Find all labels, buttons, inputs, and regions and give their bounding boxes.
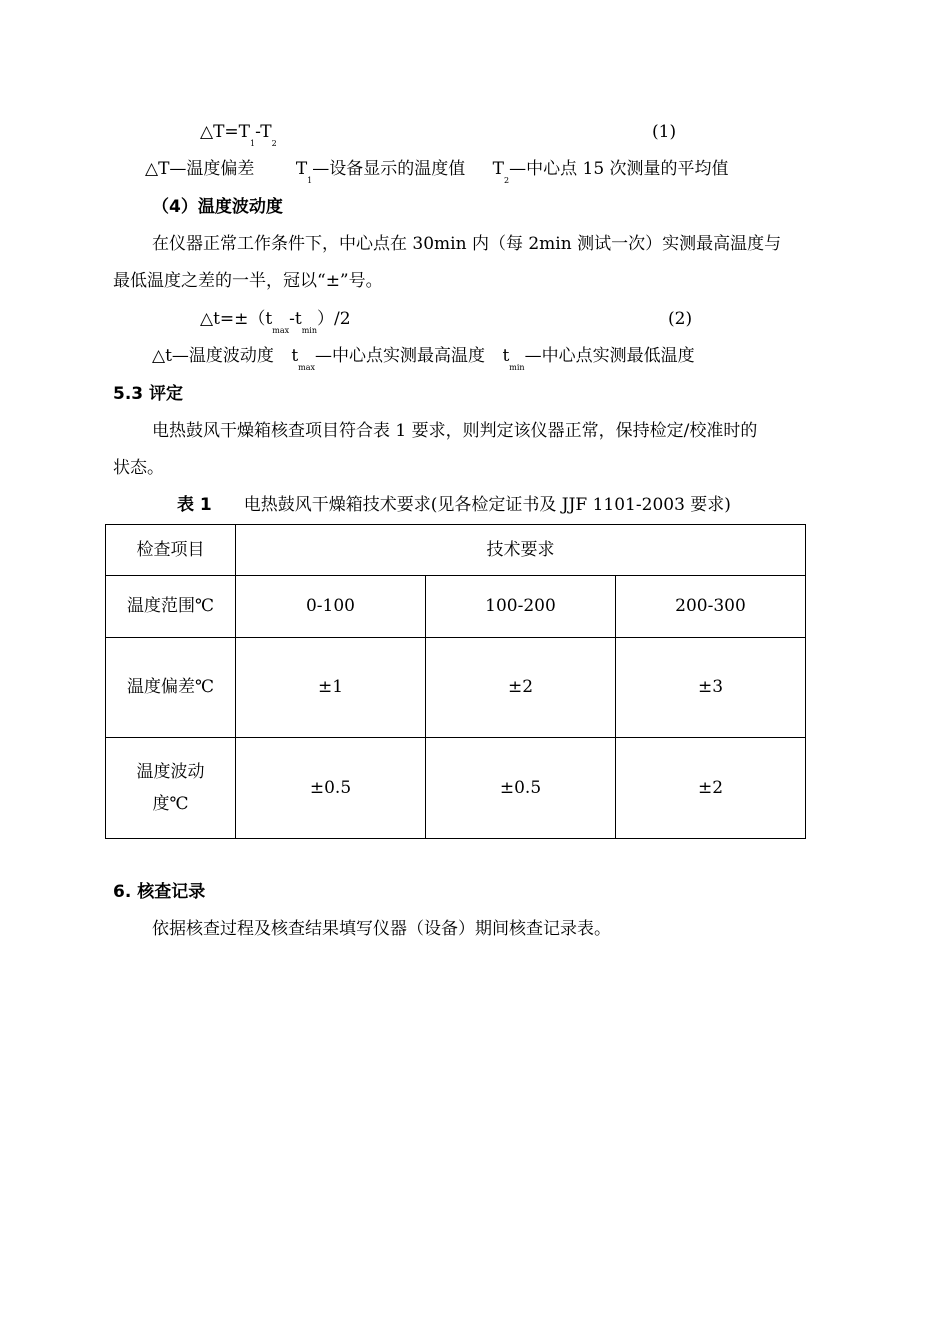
formula-1-number: (1) [652,122,677,142]
row-label: 温度范围℃ [106,576,236,638]
table-cell: ±1 [236,638,426,738]
row-label: 温度偏差℃ [106,638,236,738]
table-row [106,576,806,638]
section-4-paragraph-line-2: 最低温度之差的一半，冠以“±”号。 [113,271,383,291]
table-cell: 100-200 [426,576,616,638]
formula-2-number: (2) [668,309,693,329]
section-5-3-paragraph-line-2: 状态。 [113,458,164,478]
table-cell: ±0.5 [426,738,616,839]
spec-table [105,524,806,839]
table-row [106,738,806,839]
section-5-3-paragraph-line-1: 电热鼓风干燥箱核查项目符合表 1 要求，则判定该仪器正常，保持检定/校准时的 [152,421,758,441]
table-caption: 表 1 电热鼓风干燥箱技术要求(见各检定证书及 JJF 1101-2003 要求) [177,495,731,515]
section-4-paragraph-line-1: 在仪器正常工作条件下，中心点在 30min 内（每 2min 测试一次）实测最高温度与 [152,234,782,254]
formula-1: $\triangle T=T_1-T_2$ [200,122,277,148]
header-cell-item: 检查项目 [106,525,236,576]
header-cell-requirement: 技术要求 [236,525,806,576]
table-cell: ±0.5 [236,738,426,839]
section-5-3-heading: 5.3 评定 [113,384,184,404]
section-6-paragraph: 依据核查过程及核查结果填写仪器（设备）期间核查记录表。 [152,919,611,939]
table-header-row [106,525,806,576]
table-cell: ±3 [616,638,806,738]
section-6-heading: 6. 核查记录 [113,882,206,902]
section-4-heading: （4）温度波动度 [152,197,283,217]
table-cell: ±2 [426,638,616,738]
table-cell: ±2 [616,738,806,839]
table-cell: 0-100 [236,576,426,638]
formula-2-definitions: △t—温度波动度 $t_{max}—$中心点实测最高温度 $t_{min}—$中心点实测最低温度 [152,346,695,372]
table-cell: 200-300 [616,576,806,638]
table-row [106,638,806,738]
row-label: 温度波动 度℃ [106,738,236,839]
formula-2: $\triangle t=\pm(t_{max}-t_{min})/2$ [200,309,351,335]
formula-1-definitions: △T—温度偏差 $T_1—$设备显示的温度值 $T_2—$中心点 15 次测量的平均值 [145,159,729,185]
